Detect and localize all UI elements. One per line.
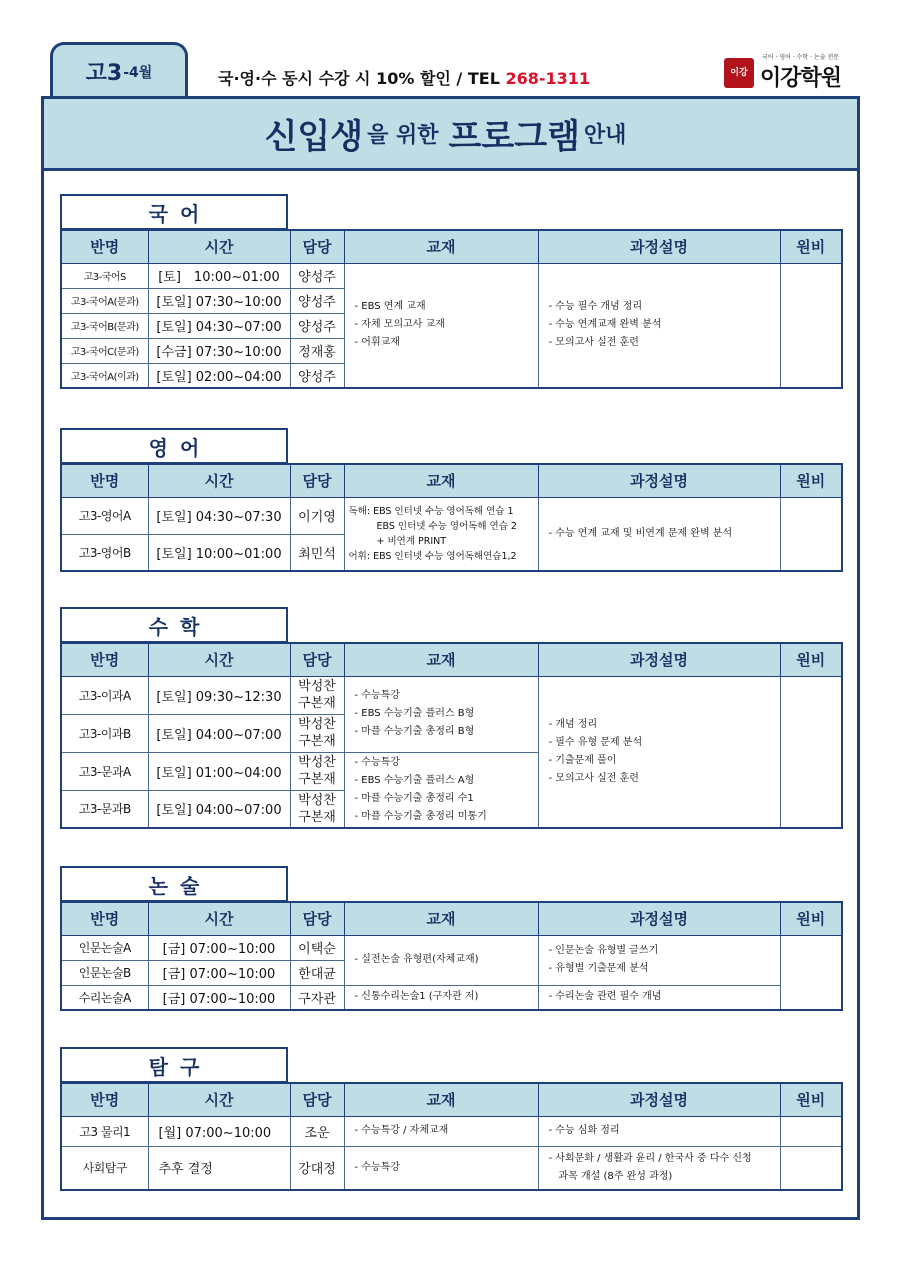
description-line: - 기출문제 풀이 [548,754,617,766]
teacher-cell [290,714,344,752]
teacher-cell: 최민석 [290,534,344,571]
textbook-cell [344,676,538,752]
description-cell: - 수능 심화 정리 [538,1116,780,1146]
col-time: 시간 [148,464,290,497]
time-cell: [토일] 04:30~07:30 [148,497,290,534]
teacher-cell: 조운 [290,1116,344,1146]
description-line: - 개념 정리 [548,718,598,730]
promo-text: 국·영·수 동시 수강 시 10% 할인 / TEL [218,69,506,88]
description-line: - 수능 연계 교재 및 비연계 문제 완벽 분석 [548,527,733,539]
time-cell: [토] 10:00~01:00 [148,263,290,288]
teacher-cell: 이기영 [290,497,344,534]
col-fee: 원비 [780,1083,842,1116]
teacher-cell: 양성주 [290,313,344,338]
table-row [61,935,842,960]
description-cell [538,497,780,571]
class-cell: 인문논술B [61,960,148,985]
class-cell: 고3-국어C(문과) [61,338,148,363]
col-time: 시간 [148,1083,290,1116]
description-line: - 모의고사 실전 훈련 [548,337,639,349]
promo-line [218,66,590,89]
teacher-name: 박성찬 [298,755,336,770]
time-cell: [월] 07:00~10:00 [148,1116,290,1146]
col-textbook: 교재 [344,464,538,497]
academy-logo [724,52,856,92]
section-title: 국어 [60,194,288,229]
col-class: 반명 [61,902,148,935]
col-time: 시간 [148,230,290,263]
description-line: - 유형별 기출문제 분석 [548,963,649,974]
logo-tagline: 국어 · 영어 · 수학 · 논술 전문 [762,54,840,61]
textbook-line: + 비연계 PRINT [376,535,447,547]
teacher-cell [290,752,344,790]
schedule-table [60,1082,843,1191]
section-title: 탐구 [60,1047,288,1082]
class-cell: 인문논술A [61,935,148,960]
class-cell: 수리논술A [61,985,148,1010]
time-cell: [금] 07:00~10:00 [148,985,290,1010]
col-teacher: 담당 [290,1083,344,1116]
teacher-name: 구본재 [298,734,336,749]
col-teacher: 담당 [290,643,344,676]
col-textbook: 교재 [344,230,538,263]
table-row [61,985,842,1010]
description-line: - 필수 유형 문제 분석 [548,736,643,748]
col-fee: 원비 [780,643,842,676]
teacher-cell: 한대균 [290,960,344,985]
logo-name: 이강학원 [760,65,842,91]
promo-tel: 268-1311 [505,69,591,88]
tab-grade: 고3 [85,61,123,86]
table-header-row [61,464,842,497]
fee-cell [780,497,842,571]
textbook-line: 독해: EBS 인터넷 수능 영어독해 연습 1 [348,505,514,517]
col-teacher: 담당 [290,464,344,497]
textbook-line: - 실전논술 유형편(자체교재) [354,954,479,965]
textbook-cell [344,752,538,828]
page-title [44,99,857,171]
schedule-table [60,229,843,389]
col-time: 시간 [148,643,290,676]
textbook-line: - 마플 수능기출 총정리 B형 [354,726,475,737]
description-line: - 수능 필수 개념 정리 [548,301,643,313]
section-title: 영어 [60,428,288,463]
description-line: - 수능 연계교재 완벽 분석 [548,319,662,331]
col-class: 반명 [61,1083,148,1116]
teacher-name: 박성찬 [298,792,336,808]
table-row [61,1116,842,1146]
description-line: - 수리논술 관련 필수 개념 [548,991,662,1003]
textbook-line: - 수능특강 [354,690,400,701]
title-part4: 안내 [583,123,627,148]
textbook-line: - 마플 수능기출 총정리 수1 [354,792,474,804]
class-cell: 사회탐구 [61,1146,148,1190]
schedule-table [60,901,843,1011]
teacher-cell: 양성주 [290,263,344,288]
textbook-line: - 자체 모의고사 교재 [354,319,445,331]
col-description: 과정설명 [538,902,780,935]
fee-cell [780,935,842,1010]
fee-cell [780,1116,842,1146]
section-title: 수학 [60,607,288,642]
schedule-table [60,463,843,572]
description-cell [538,676,780,828]
class-cell: 고3-문과B [61,790,148,828]
description-cell [538,263,780,388]
textbook-line: - 어휘교재 [354,337,400,349]
col-fee: 원비 [780,230,842,263]
time-cell: [금] 07:00~10:00 [148,960,290,985]
logo-seal: 이강 [724,58,754,88]
class-cell: 고3-국어A(이과) [61,363,148,388]
textbook-line: EBS 인터넷 수능 영어독해 연습 2 [376,520,517,532]
teacher-cell: 이택순 [290,935,344,960]
fee-cell [780,1146,842,1190]
col-time: 시간 [148,902,290,935]
table-header-row [61,643,842,676]
description-cell [538,985,780,1010]
textbook-cell: - 수능특강 / 자체교재 [344,1116,538,1146]
table-header-row [61,230,842,263]
teacher-cell: 양성주 [290,363,344,388]
col-class: 반명 [61,230,148,263]
col-class: 반명 [61,464,148,497]
col-description: 과정설명 [538,643,780,676]
col-teacher: 담당 [290,902,344,935]
time-cell: 추후 결정 [148,1146,290,1190]
textbook-cell: - 수능특강 [344,1146,538,1190]
col-class: 반명 [61,643,148,676]
class-cell: 고3-영어B [61,534,148,571]
class-cell: 고3-이과A [61,676,148,714]
col-fee: 원비 [780,902,842,935]
description-cell [538,935,780,985]
class-cell: 고3-문과A [61,752,148,790]
class-cell: 고3-국어S [61,263,148,288]
textbook-cell [344,985,538,1010]
textbook-line: 어휘: EBS 인터넷 수능 영어독해연습1,2 [348,550,517,562]
title-part3: 프로그램 [448,117,580,157]
description-line: - 인문논술 유형별 글쓰기 [548,945,659,956]
description-cell [538,1146,780,1190]
col-teacher: 담당 [290,230,344,263]
time-cell: [토일] 04:00~07:00 [148,714,290,752]
teacher-name: 박성찬 [298,679,336,694]
table-header-row [61,902,842,935]
schedule-table [60,642,843,829]
teacher-name: 구본재 [298,809,336,825]
col-description: 과정설명 [538,230,780,263]
teacher-cell [290,790,344,828]
time-cell: [토일] 02:00~04:00 [148,363,290,388]
teacher-cell [290,676,344,714]
col-fee: 원비 [780,464,842,497]
description-line: 과목 개설 (8주 완성 과정) [558,1170,673,1182]
section-title: 논술 [60,866,288,901]
title-part2: 을 위한 [367,123,439,148]
description-line: - 사회문화 / 생활과 윤리 / 한국사 중 다수 신청 [548,1152,752,1164]
textbook-line: - EBS 연계 교재 [354,301,426,313]
textbook-line: - 신통수리논술1 (구자관 저) [354,991,479,1003]
description-line: - 모의고사 실전 훈련 [548,772,639,784]
title-part1: 신입생 [264,117,364,157]
table-row [61,1146,842,1190]
class-cell: 고3 물리1 [61,1116,148,1146]
fee-cell [780,676,842,828]
time-cell: [토일] 04:00~07:00 [148,790,290,828]
table-row [61,497,842,534]
col-textbook: 교재 [344,643,538,676]
time-cell: [수금] 07:30~10:00 [148,338,290,363]
teacher-cell: 강대정 [290,1146,344,1190]
teacher-name: 구본재 [298,772,336,787]
textbook-line: - 수능특강 [354,756,400,768]
teacher-name: 구본재 [298,696,336,711]
class-cell: 고3-국어A(문과) [61,288,148,313]
grade-month-tab [50,42,188,98]
textbook-line: - EBS 수능기출 플러스 B형 [354,708,475,719]
time-cell: [토일] 09:30~12:30 [148,676,290,714]
textbook-cell [344,935,538,985]
col-textbook: 교재 [344,902,538,935]
col-textbook: 교재 [344,1083,538,1116]
table-row [61,676,842,714]
time-cell: [토일] 07:30~10:00 [148,288,290,313]
time-cell: [토일] 10:00~01:00 [148,534,290,571]
time-cell: [토일] 04:30~07:00 [148,313,290,338]
teacher-cell: 정재홍 [290,338,344,363]
teacher-cell: 양성주 [290,288,344,313]
table-header-row [61,1083,842,1116]
textbook-cell [344,497,538,571]
table-row [61,263,842,288]
textbook-line: - 마플 수능기출 총정리 미통기 [354,810,487,822]
teacher-cell: 구자관 [290,985,344,1010]
class-cell: 고3-이과B [61,714,148,752]
teacher-name: 박성찬 [298,717,336,732]
fee-cell [780,263,842,388]
col-description: 과정설명 [538,464,780,497]
textbook-cell [344,263,538,388]
tab-month: -4월 [123,64,153,81]
class-cell: 고3-국어B(문과) [61,313,148,338]
time-cell: [금] 07:00~10:00 [148,935,290,960]
time-cell: [토일] 01:00~04:00 [148,752,290,790]
class-cell: 고3-영어A [61,497,148,534]
textbook-line: - EBS 수능기출 플러스 A형 [354,774,475,786]
col-description: 과정설명 [538,1083,780,1116]
